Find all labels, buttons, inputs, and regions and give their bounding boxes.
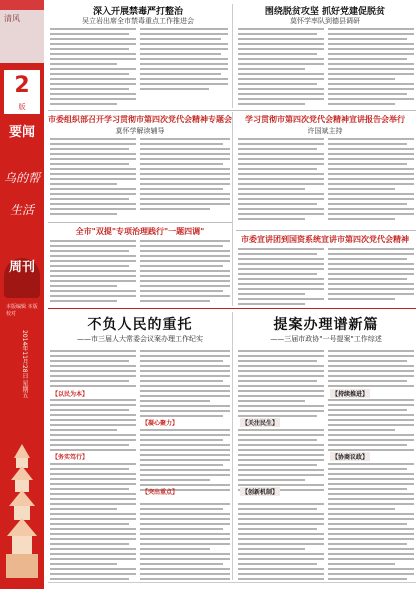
- editor-info: 本版编辑 本版校对: [6, 304, 38, 317]
- feature-2-section-heading: 【协商议政】: [332, 454, 369, 461]
- article-2-title: 围绕脱贫攻坚 抓好党建促脱贫: [264, 7, 386, 17]
- feature-2-section-heading: 【创新机制】: [242, 489, 279, 496]
- feature-2-section-heading: 【持续推进】: [332, 391, 369, 398]
- article-3-col-2: [140, 138, 230, 220]
- section-label: 要闻: [8, 125, 35, 140]
- column-divider: [232, 112, 233, 306]
- feature-1-col-2: [140, 350, 230, 580]
- calligraphy-title-1: 乌的帮: [4, 171, 41, 185]
- article-5-col-1: [50, 240, 136, 304]
- page-unit: 版: [18, 103, 26, 111]
- feature-1-section-heading: 【凝心聚力】: [142, 420, 179, 427]
- weekly-badge: 周刊: [4, 258, 40, 298]
- article-4-title: 学习贯彻市第四次党代会精神宣讲报告会举行: [245, 115, 405, 124]
- feature-1-subtitle: ——市三届人大常委会议案办理工作纪实: [77, 335, 203, 343]
- article-4-col-1: [238, 138, 324, 226]
- feature-2-col-1: [238, 350, 324, 580]
- article-1-col-1: [50, 28, 136, 108]
- page-sidebar: [0, 0, 44, 589]
- article-6-col-2: [328, 248, 414, 306]
- calligraphy-title-2: 生活: [9, 203, 34, 217]
- article-4-subtitle: 许国斌主持: [307, 127, 343, 135]
- feature-divider: [48, 308, 416, 309]
- section-divider: [48, 222, 232, 223]
- article-6-title: 市委宣讲团到国资系统宣讲市第四次党代会精神: [241, 235, 409, 244]
- article-1-title: 深入开展禁毒严打整治: [92, 7, 183, 17]
- feature-2-col-2: [328, 350, 414, 580]
- article-5-title: 全市"双提"专项治理践行"一题四调": [75, 227, 205, 236]
- article-1-col-2: [140, 28, 228, 108]
- article-4-col-2: [328, 138, 414, 226]
- feature-2-subtitle: ——三届市政协"一号提案"工作综述: [270, 335, 382, 343]
- page-number: 2: [4, 70, 40, 114]
- page-main: [48, 0, 416, 589]
- masthead-banner: [0, 0, 44, 63]
- article-2-subtitle: 莫怀学率队到德县调研: [290, 17, 360, 25]
- article-1-subtitle: 吴立岩出席全市禁毒重点工作推进会: [82, 17, 194, 25]
- feature-2-section-heading: 【关注民生】: [242, 420, 279, 427]
- feature-2-title: 提案办理谱新篇: [273, 317, 379, 333]
- pagoda-illustration: [4, 440, 40, 580]
- article-5-col-2: [140, 240, 230, 304]
- article-2-col-2: [328, 28, 414, 108]
- section-divider: [236, 230, 416, 231]
- masthead-stripe: [0, 0, 44, 10]
- feature-1-section-heading: 【务实笃行】: [52, 454, 89, 461]
- column-divider: [232, 4, 233, 108]
- feature-1-section-heading: 【突出重点】: [142, 489, 179, 496]
- article-2-col-1: [238, 28, 324, 108]
- article-3-subtitle: 莫怀学解读辅导: [115, 127, 165, 135]
- article-6-col-1: [238, 248, 324, 306]
- page-footer-rule: [48, 582, 416, 583]
- feature-1-section-heading: 【以民为本】: [52, 391, 89, 398]
- section-divider: [48, 110, 416, 111]
- article-3-col-1: [50, 138, 136, 220]
- masthead-text: 清风: [4, 14, 20, 23]
- column-divider: [232, 312, 233, 580]
- feature-1-title: 不负人民的重托: [87, 317, 193, 333]
- feature-1-col-1: [50, 350, 136, 580]
- article-3-title: 市委组织部召开学习贯彻市第四次党代会精神专题会: [48, 115, 232, 124]
- issue-date: 2014年11月28日 星期五: [21, 330, 28, 399]
